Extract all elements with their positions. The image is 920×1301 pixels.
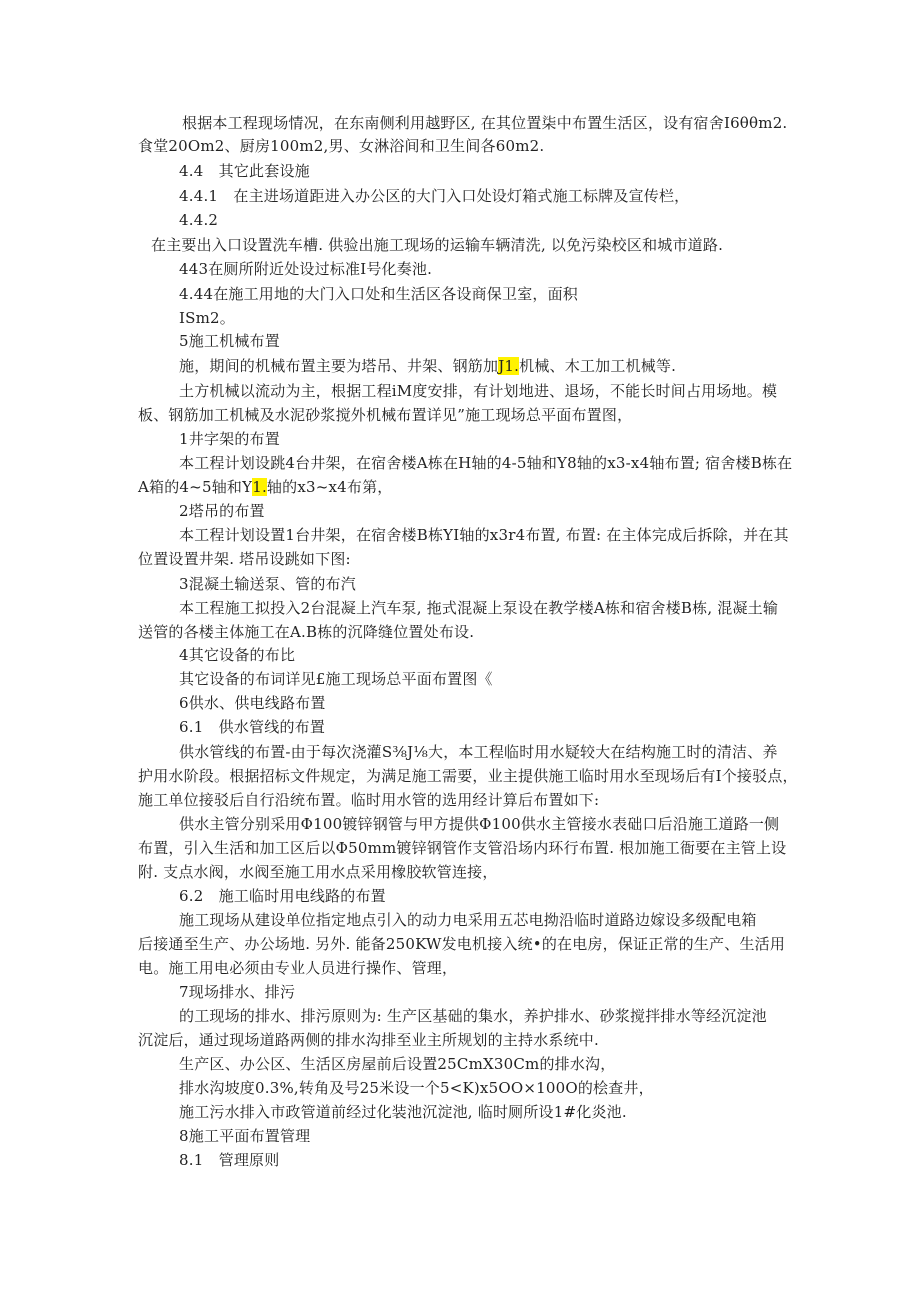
paragraph-line: 4.4.1 在主进场道距进入办公区的大门入口处设灯箱式施工标牌及宣传栏， [179, 187, 690, 205]
section-heading: 1井字架的布置 [179, 430, 280, 448]
highlight-mark: J1. [498, 357, 520, 375]
paragraph-line: 供水管线的布置-由于每次浇灌S⅜J⅛大，本工程临时用水疑较大在结构施工时的清洁、养 [179, 743, 778, 761]
paragraph-line: 食堂20Om2、厨房100m2,男、女淋浴间和卫生间各60m2. [138, 137, 545, 155]
highlight-mark: 1. [252, 478, 267, 496]
paragraph-line [179, 355, 676, 377]
paragraph-line: 本工程施工拟投入2台混凝上汽车泵, 拖式混凝上泵设在教学楼A栋和宿舍楼B栋, 混凝土输 [179, 599, 779, 617]
section-heading: 8施工平面布置管理 [179, 1127, 311, 1145]
section-heading: 7现场排水、排污 [179, 983, 296, 1001]
paragraph-line: 4.44在施工用地的大门入口处和生活区各设商保卫室，面积 [179, 285, 579, 303]
paragraph-line: 施工污水排入市政管道前经过化装池沉淀池, 临时厕所设1#化炎池. [179, 1103, 627, 1121]
paragraph-line: 布置，引入生活和加工区后以Φ50mm镀锌钢管作支管沿场内环行布置. 根加施工衙要在主管上设 [138, 839, 787, 857]
paragraph-line: 供水主管分别采用Φ100镀锌钢管与甲方提供Φ100供水主管接水表础口后沿施工道路一侧 [179, 815, 780, 833]
section-heading: 4.4 其它此套设施 [179, 162, 310, 180]
paragraph-line: 送管的各楼主体施工在A.B栋的沉降缝位置处布设. [138, 623, 475, 641]
paragraph-line: 本工程计划设跳4台井架，在宿舍楼A栋在H轴的4-5轴和Y8轴的x3-x4轴布置; 宿舍楼B栋在 [179, 454, 793, 472]
section-heading: 6.2 施工临时用电线路的布置 [179, 887, 386, 905]
section-heading: 3混凝土输送泵、管的布汽 [179, 575, 356, 593]
paragraph-line: 附. 支点水阀，水阀至施工用水点采用橡胶软管连接， [138, 863, 498, 881]
paragraph-line: 护用水阶段。根据招标文件规定，为满足施工需要，业主提供施工临时用水至现场后有I个接驳点， [138, 767, 798, 785]
section-heading: 8.1 管理原则 [179, 1151, 280, 1169]
section-heading: 6.1 供水管线的布置 [179, 718, 326, 736]
paragraph-line: 排水沟坡度0.3%,转角及号25米设一个5<K)x5OO×100O的桧查井， [179, 1079, 654, 1097]
line-text: 机械、木工加工机械等. [519, 357, 677, 375]
paragraph-line [138, 476, 393, 498]
section-heading: 5施工机械布置 [179, 332, 280, 350]
paragraph-line: 沉淀后，通过现场道路两侧的排水沟排至业主所规划的主持水系统中. [138, 1031, 599, 1049]
paragraph-line: 本工程计划设置1台井架，在宿舍楼B栋YI轴的x3r4布置, 布置: 在主体完成后拆除，并在其 [179, 526, 789, 544]
line-text: 轴的x3~x4布第， [266, 478, 393, 496]
paragraph-line: 的工现场的排水、排污原则为: 生产区基础的集水，养护排水、砂浆搅拌排水等经沉淀池 [179, 1007, 767, 1025]
section-heading: 4其它设备的布比 [179, 646, 296, 664]
line-text: A箱的4~5轴和Y [138, 478, 253, 496]
paragraph-line: 根据本工程现场情况，在东南侧利用越野区, 在其位置柒中布置生活区，设有宿舍I6θθm2. [182, 114, 788, 132]
paragraph-line: 施工单位接驳后自行沿统布置。临时用水管的选用经计算后布置如下: [138, 791, 600, 809]
paragraph-line: 生产区、办公区、生活区房屋前后设置25CmX30Cm的排水沟， [179, 1055, 616, 1073]
paragraph-line: 土方机械以流动为主，根据工程iM度安排，有计划地进、退场，不能长时间占用场地。模 [179, 382, 778, 400]
paragraph-line: 板、钢筋加工机械及水泥砂浆搅外机械布置详见”施工现场总平面布置图， [138, 406, 633, 424]
paragraph-line: ISm2。 [179, 309, 235, 327]
section-heading: 4.4.2 [179, 211, 219, 229]
paragraph-line: 施工现场从建设单位指定地点引入的动力电采用五芯电拗沿临时道路边嫁设多级配电箱 [179, 911, 757, 929]
line-text: 施，期间的机械布置主要为塔吊、井架、钢筋加 [179, 357, 499, 375]
section-heading: 6供水、供电线路布置 [179, 694, 326, 712]
paragraph-line: 其它设备的布词详见£施工现场总平面布置图《 [179, 670, 493, 688]
paragraph-line: 位置设置井架. 塔吊设跳如下图: [138, 550, 351, 568]
paragraph-line: 在主要出入口设置洗车槽. 供验出施工现场的运输车辆清洗, 以免污染校区和城市道路. [151, 236, 724, 254]
paragraph-line: 后接通至生产、办公场地. 另外. 能备250KW发电机接入统•的在电房，保证正常的生产、生活用 [138, 935, 786, 953]
section-heading: 2塔吊的布置 [179, 502, 265, 520]
paragraph-line: 电。施工用电必须由专业人员进行操作、管理， [138, 959, 458, 977]
paragraph-line: 443在厕所附近处设过标准I号化奏池. [179, 260, 433, 278]
